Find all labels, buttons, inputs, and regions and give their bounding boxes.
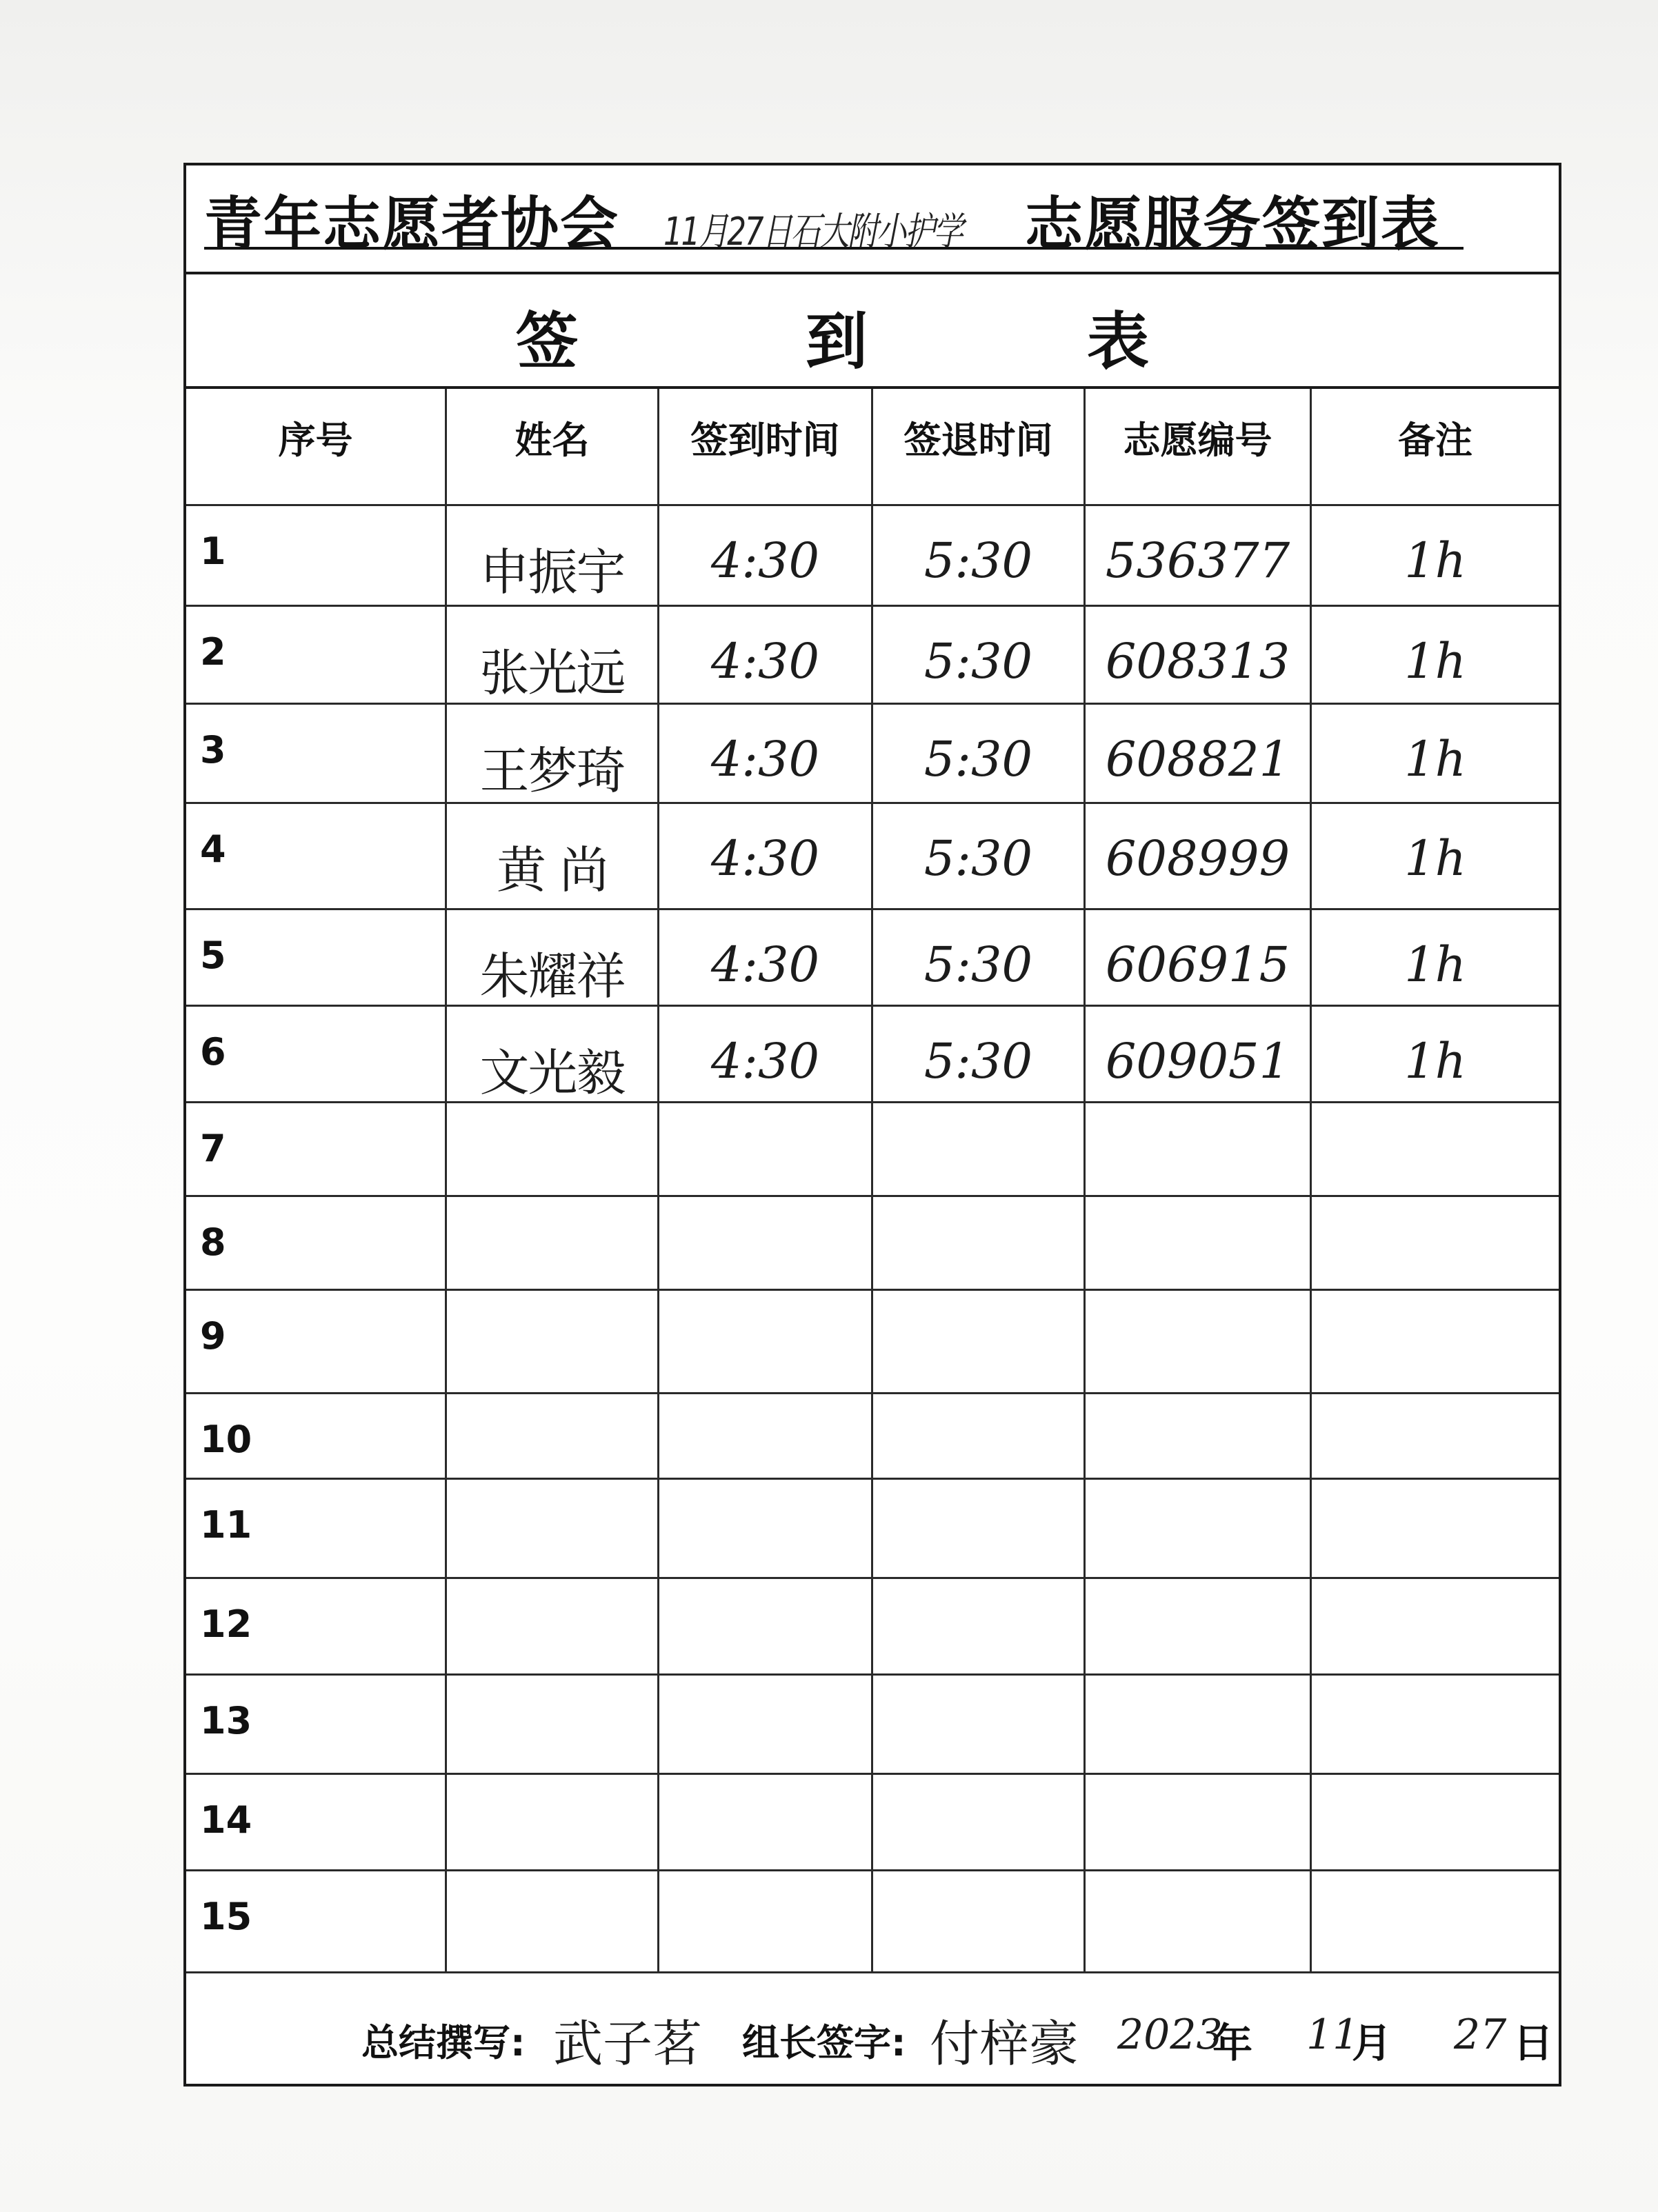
table-row [186,1676,1559,1775]
name-cell [447,1197,659,1289]
handwritten-sign-out: 5:30 [923,532,1033,589]
name-cell [447,804,659,908]
sign-out-cell [873,1871,1086,1971]
handwritten-volunteer-no: 606915 [1105,936,1290,993]
row-number: 6 [200,1030,226,1074]
table-row [186,1775,1559,1871]
volunteer-no-cell [1086,1579,1312,1673]
table-row [186,506,1559,607]
table-row [186,1197,1559,1291]
column-header-cell [873,389,1086,504]
year-unit: 年 [1212,2020,1253,2067]
sign-out-cell [873,1291,1086,1392]
heading-char-3: 表 [1087,305,1149,378]
day-value: 27 [1454,2011,1507,2059]
heading-char-1: 签 [516,305,578,378]
sign-out-cell [873,705,1086,802]
column-header-label: 备注 [1398,419,1472,462]
sign-out-cell [873,1775,1086,1869]
row-number: 11 [200,1503,252,1547]
volunteer-no-cell [1086,1103,1312,1195]
volunteer-no-cell [1086,1291,1312,1392]
sign-out-cell [873,910,1086,1005]
month-value: 11 [1306,2011,1359,2059]
sign-out-cell [873,1480,1086,1577]
sign-in-cell [659,607,873,703]
volunteer-no-cell [1086,607,1312,703]
handwritten-sign-out: 5:30 [923,731,1033,787]
volunteer-no-cell [1086,1007,1312,1101]
name-cell [447,1291,659,1392]
note-cell [1312,1007,1559,1101]
handwritten-volunteer-no: 608821 [1105,731,1290,787]
handwritten-sign-in: 4:30 [710,633,820,690]
handwritten-note: 1h [1404,936,1466,993]
handwritten-name: 文光毅 [479,1044,625,1102]
seq-cell [186,607,447,703]
sign-out-cell [873,1676,1086,1773]
volunteer-no-cell [1086,506,1312,605]
note-cell [1312,1291,1559,1392]
table-row [186,804,1559,910]
handwritten-sign-in: 4:30 [710,1033,820,1089]
name-cell [447,506,659,605]
row-number: 13 [200,1699,252,1742]
handwritten-sign-in: 4:30 [710,936,820,993]
table-row [186,1871,1559,1973]
sign-in-cell [659,1579,873,1673]
handwritten-sign-out: 5:30 [923,1033,1033,1089]
row-number: 4 [200,827,226,871]
seq-cell [186,910,447,1005]
table-row [186,1394,1559,1480]
column-header-label: 签到时间 [690,419,840,462]
sign-in-cell [659,1394,873,1478]
handwritten-name: 朱耀祥 [479,947,625,1005]
title-handwritten-event: 11月27日石大附小护学 [663,210,962,254]
seq-cell [186,1480,447,1577]
handwritten-sign-out: 5:30 [923,936,1033,993]
seq-cell [186,1871,447,1971]
seq-cell [186,1676,447,1773]
handwritten-sign-out: 5:30 [923,830,1033,887]
sign-in-cell [659,1291,873,1392]
table-row [186,1103,1559,1197]
seq-cell [186,1394,447,1478]
handwritten-volunteer-no: 536377 [1105,532,1290,589]
note-cell [1312,705,1559,802]
note-cell [1312,1871,1559,1971]
table-row [186,1579,1559,1676]
table-row [186,607,1559,705]
seq-cell [186,1007,447,1101]
seq-cell [186,705,447,802]
table-row [186,910,1559,1007]
sign-out-cell [873,1007,1086,1101]
column-header-cell [1086,389,1312,504]
table-row [186,705,1559,804]
name-cell [447,1103,659,1195]
sign-in-sheet [183,163,1561,2087]
table-row [186,1007,1559,1103]
table-header-row [186,389,1559,506]
heading-row [186,274,1559,389]
sign-in-cell [659,1480,873,1577]
note-cell [1312,506,1559,605]
sign-in-cell [659,506,873,605]
seq-cell [186,506,447,605]
summary-label: 总结撰写: [361,2021,526,2064]
title-suffix: 志愿服务签到表 [1025,190,1441,258]
handwritten-name: 申振宇 [479,543,625,601]
sign-in-cell [659,804,873,908]
heading-char-2: 到 [806,305,868,378]
volunteer-no-cell [1086,1871,1312,1971]
note-cell [1312,1480,1559,1577]
seq-cell [186,1775,447,1869]
seq-cell [186,804,447,908]
handwritten-note: 1h [1404,731,1466,787]
column-header-cell [1312,389,1559,504]
handwritten-sign-in: 4:30 [710,532,820,589]
handwritten-note: 1h [1404,830,1466,887]
footer [186,1983,1559,2084]
handwritten-note: 1h [1404,633,1466,690]
seq-cell [186,1579,447,1673]
sign-out-cell [873,1394,1086,1478]
sign-in-cell [659,1007,873,1101]
row-number: 9 [200,1314,226,1358]
name-cell [447,1871,659,1971]
volunteer-no-cell [1086,705,1312,802]
title-prefix: 青年志愿者协会 [204,190,620,258]
leader-name: 付梓豪 [930,2015,1079,2073]
seq-cell [186,1291,447,1392]
leader-label: 组长签字: [742,2021,906,2064]
handwritten-volunteer-no: 609051 [1105,1033,1290,1089]
handwritten-name: 王梦琦 [479,742,625,800]
title-underline [204,247,1464,250]
note-cell [1312,1676,1559,1773]
column-header-label: 序号 [278,419,353,462]
row-number: 5 [200,934,226,977]
column-header-cell [186,389,447,504]
sign-out-cell [873,506,1086,605]
summary-name: 武子茗 [553,2015,703,2073]
volunteer-no-cell [1086,1197,1312,1289]
column-header-cell [659,389,873,504]
note-cell [1312,1775,1559,1869]
column-header-label: 志愿编号 [1123,419,1272,462]
column-header-label: 姓名 [515,419,590,462]
sign-in-cell [659,1676,873,1773]
name-cell [447,1579,659,1673]
sign-out-cell [873,1579,1086,1673]
column-header-cell [447,389,659,504]
year-value: 2023 [1117,2011,1223,2059]
name-cell [447,1007,659,1101]
row-number: 7 [200,1127,226,1170]
sign-in-cell [659,1775,873,1869]
handwritten-volunteer-no: 608999 [1105,830,1290,887]
handwritten-note: 1h [1404,532,1466,589]
note-cell [1312,804,1559,908]
handwritten-sign-out: 5:30 [923,633,1033,690]
row-number: 8 [200,1220,226,1264]
volunteer-no-cell [1086,910,1312,1005]
note-cell [1312,1579,1559,1673]
handwritten-note: 1h [1404,1033,1466,1089]
row-number: 3 [200,728,226,772]
sign-out-cell [873,1103,1086,1195]
row-number: 10 [200,1418,252,1461]
sign-in-cell [659,1871,873,1971]
month-unit: 月 [1352,2020,1392,2067]
table-row [186,1291,1559,1394]
name-cell [447,705,659,802]
volunteer-no-cell [1086,1775,1312,1869]
sign-out-cell [873,1197,1086,1289]
handwritten-name: 张光远 [479,644,625,702]
note-cell [1312,1197,1559,1289]
sign-in-cell [659,1103,873,1195]
volunteer-no-cell [1086,804,1312,908]
seq-cell [186,1197,447,1289]
handwritten-volunteer-no: 608313 [1105,633,1290,690]
name-cell [447,607,659,703]
volunteer-no-cell [1086,1394,1312,1478]
handwritten-name: 黄 尚 [497,841,608,899]
row-number: 14 [200,1798,252,1842]
row-number: 2 [200,630,226,674]
handwritten-sign-in: 4:30 [710,830,820,887]
volunteer-no-cell [1086,1480,1312,1577]
table-row [186,1480,1559,1579]
seq-cell [186,1103,447,1195]
sign-in-cell [659,1197,873,1289]
name-cell [447,1775,659,1869]
name-cell [447,1480,659,1577]
handwritten-sign-in: 4:30 [710,731,820,787]
name-cell [447,910,659,1005]
row-number: 12 [200,1602,252,1646]
sign-in-cell [659,705,873,802]
day-unit: 日 [1513,2020,1554,2067]
note-cell [1312,910,1559,1005]
row-number: 1 [200,530,226,573]
name-cell [447,1394,659,1478]
row-number: 15 [200,1895,252,1938]
sign-out-cell [873,607,1086,703]
note-cell [1312,607,1559,703]
sign-in-cell [659,910,873,1005]
note-cell [1312,1394,1559,1478]
volunteer-no-cell [1086,1676,1312,1773]
column-header-label: 签退时间 [903,419,1053,462]
note-cell [1312,1103,1559,1195]
sign-out-cell [873,804,1086,908]
name-cell [447,1676,659,1773]
title-row [186,165,1559,274]
